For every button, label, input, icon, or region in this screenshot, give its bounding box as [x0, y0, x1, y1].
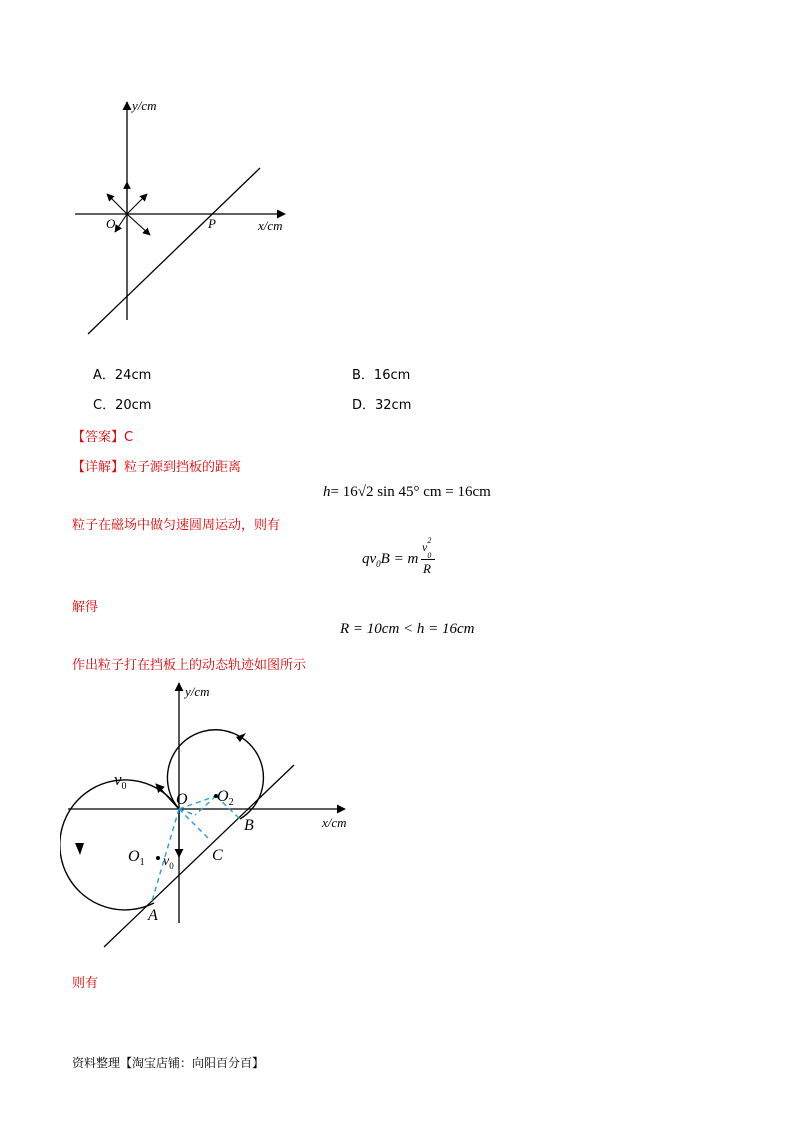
line-3: 解得: [72, 600, 99, 615]
y-axis-label: y/cm: [185, 684, 210, 699]
equation-1: h= 16√2 sin 45° cm = 16cm: [323, 484, 491, 500]
v0-down-label: $v_0$: [163, 854, 174, 871]
option-a: A．24cm: [93, 368, 152, 383]
dashed-o-c: [179, 809, 210, 840]
option-b: B．16cm: [352, 368, 411, 383]
o1-label: $O_1$: [128, 848, 145, 868]
center-o1: [156, 856, 160, 860]
line-2: 粒子在磁场中做匀速圆周运动，则有: [72, 518, 281, 533]
answer: 【答案】C: [72, 430, 134, 445]
point-b-label: B: [244, 817, 254, 834]
line-5: 则有: [72, 976, 99, 991]
option-d: D．32cm: [352, 398, 412, 413]
velocity-arrow: [107, 194, 127, 214]
detail-intro: 【详解】粒子源到挡板的距离: [72, 460, 242, 475]
origin-label: O: [106, 216, 116, 231]
line-4: 作出粒子打在挡板上的动态轨迹如图所示: [72, 658, 307, 673]
velocity-arrow: [115, 214, 127, 232]
barrier-line: [88, 168, 260, 334]
point-a-label: A: [148, 907, 158, 924]
origin-label: O: [176, 791, 188, 808]
velocity-arrow: [127, 214, 150, 235]
footer: 资料整理【淘宝店铺：向阳百分百】: [72, 1056, 265, 1070]
x-axis-label: x/cm: [322, 815, 347, 830]
figure-1: [60, 90, 300, 350]
o2-label: $O_2$: [217, 788, 234, 808]
v0-label: $v_0$: [114, 770, 127, 792]
point-p-label: P: [208, 216, 216, 231]
dashed-o2-c: [195, 796, 216, 815]
direction-arrow: [75, 843, 84, 855]
figure-2: [60, 675, 370, 960]
velocity-arrow: [127, 194, 147, 214]
option-c: C．20cm: [93, 398, 152, 413]
y-axis-label: y/cm: [132, 98, 157, 113]
point-c-label: C: [212, 847, 223, 864]
equation-2: $qv_0B = m$ v 2 $_0$ R: [362, 540, 462, 580]
x-axis-label: x/cm: [258, 218, 283, 233]
equation-3: R = 10cm < h = 16cm: [340, 621, 475, 637]
